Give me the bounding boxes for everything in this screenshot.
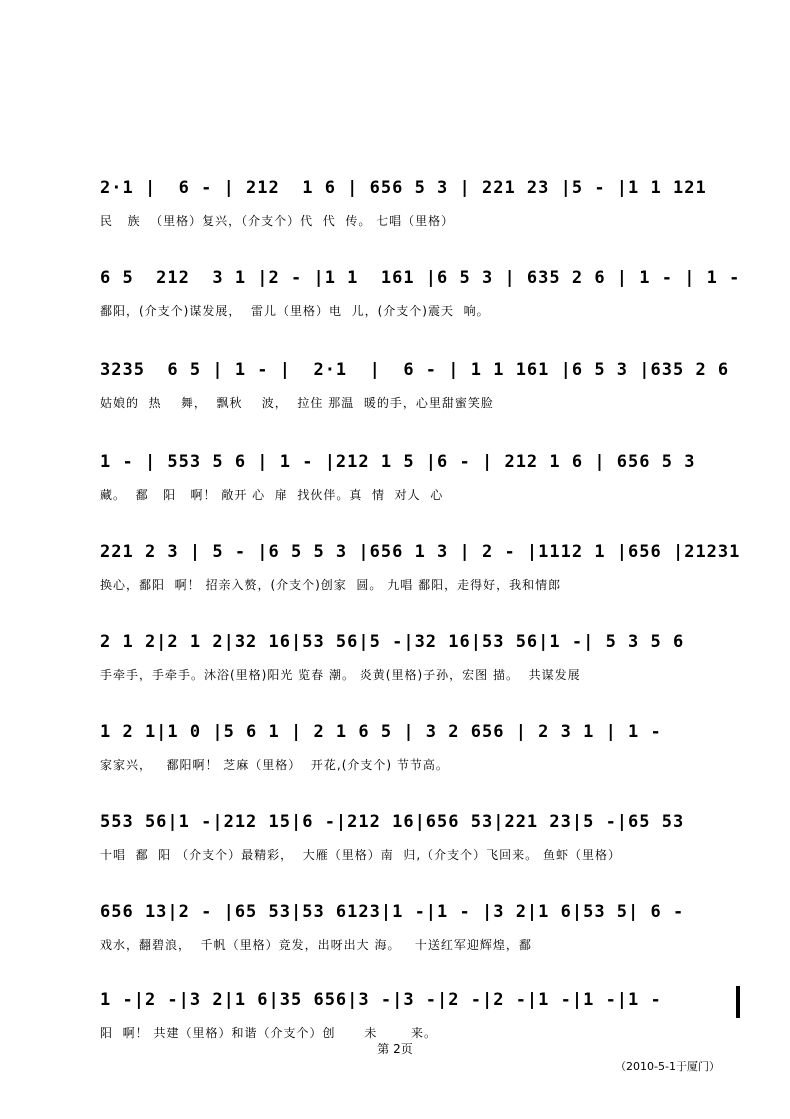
notation-line: 2·1 | 6 - | 212 1 6 | 656 5 3 | 221 23 |5 - |1 1 121: [100, 178, 707, 198]
lyrics-line: 阳 啊！ 共建（里格）和谐（介支个）创 未 来。: [100, 1026, 438, 1040]
notation-line: 553 56|1 -|212 15|6 -|212 16|656 53|221 23|5 -|65 53: [100, 812, 685, 832]
lyrics-line: 手牵手，手牵手。沐浴(里格)阳光 览春 潮。 炎黄(里格)子孙，宏图 描。 共谋发展: [100, 668, 581, 682]
final-barline: [736, 986, 740, 1018]
score-system-5: [100, 542, 745, 602]
notation-line: 3235 6 5 | 1 - | 2·1 | 6 - | 1 1 161 |6 5 3 |635 2 6: [100, 360, 730, 380]
score-system-6: [100, 632, 745, 692]
notation-line: 2 1 2|2 1 2|32 16|53 56|5 -|32 16|53 56|1 -| 5 3 5 6: [100, 632, 685, 652]
lyrics-line: 戏水，翻碧浪， 千帆（里格）竞发，出呀出大 海。 十送红军迎辉煌，鄱: [100, 938, 532, 952]
page-number: 第 2页: [377, 1042, 413, 1056]
notation-line: 1 - | 553 5 6 | 1 - |212 1 5 |6 - | 212 1 6 | 656 5 3: [100, 452, 696, 472]
lyrics-line: 鄱阳，(介支个)谋发展， 雷儿（里格）电 儿，(介支个)震天 响。: [100, 304, 490, 318]
notation-line: 1 2 1|1 0 |5 6 1 | 2 1 6 5 | 3 2 656 | 2 3 1 | 1 -: [100, 722, 662, 742]
score-system-7: [100, 722, 745, 782]
score-system-9: [100, 902, 745, 962]
notation-line: 6 5 212 3 1 |2 - |1 1 161 |6 5 3 | 635 2 6 | 1 - | 1 -: [100, 268, 741, 288]
notation-line: 1 -|2 -|3 2|1 6|35 656|3 -|3 -|2 -|2 -|1 -|1 -|1 -: [100, 990, 662, 1010]
score-system-8: [100, 812, 745, 872]
notation-line: 221 2 3 | 5 - |6 5 5 3 |656 1 3 | 2 - |1112 1 |656 |21231: [100, 542, 741, 562]
score-system-3: [100, 360, 745, 420]
notation-line: 656 13|2 - |65 53|53 6123|1 -|1 - |3 2|1 6|53 5| 6 -: [100, 902, 685, 922]
score-system-1: [100, 178, 745, 238]
score-system-4: [100, 452, 745, 512]
lyrics-line: 家家兴， 鄱阳啊！ 芝麻（里格） 开花,(介支个) 节节高。: [100, 758, 449, 772]
lyrics-line: 民 族 （里格）复兴，（介支个）代 代 传。 七唱（里格）: [100, 214, 455, 228]
score-system-2: [100, 268, 745, 328]
date-note: （2010-5-1于厦门）: [615, 1060, 720, 1073]
lyrics-line: 换心，鄱阳 啊！ 招亲入赘，(介支个)创家 圆。 九唱 鄱阳，走得好，我和情郎: [100, 578, 562, 592]
lyrics-line: 姑娘的 热 舞， 飘秋 波， 拉住 那温 暖的手，心里甜蜜笑脸: [100, 396, 494, 410]
lyrics-line: 藏。 鄱 阳 啊！ 敞开 心 扉 找伙伴。真 情 对人 心: [100, 488, 444, 502]
lyrics-line: 十唱 鄱 阳 （介支个）最精彩， 大雁（里格）南 归,（介支个）飞回来。 鱼虾（里格）: [100, 848, 621, 862]
